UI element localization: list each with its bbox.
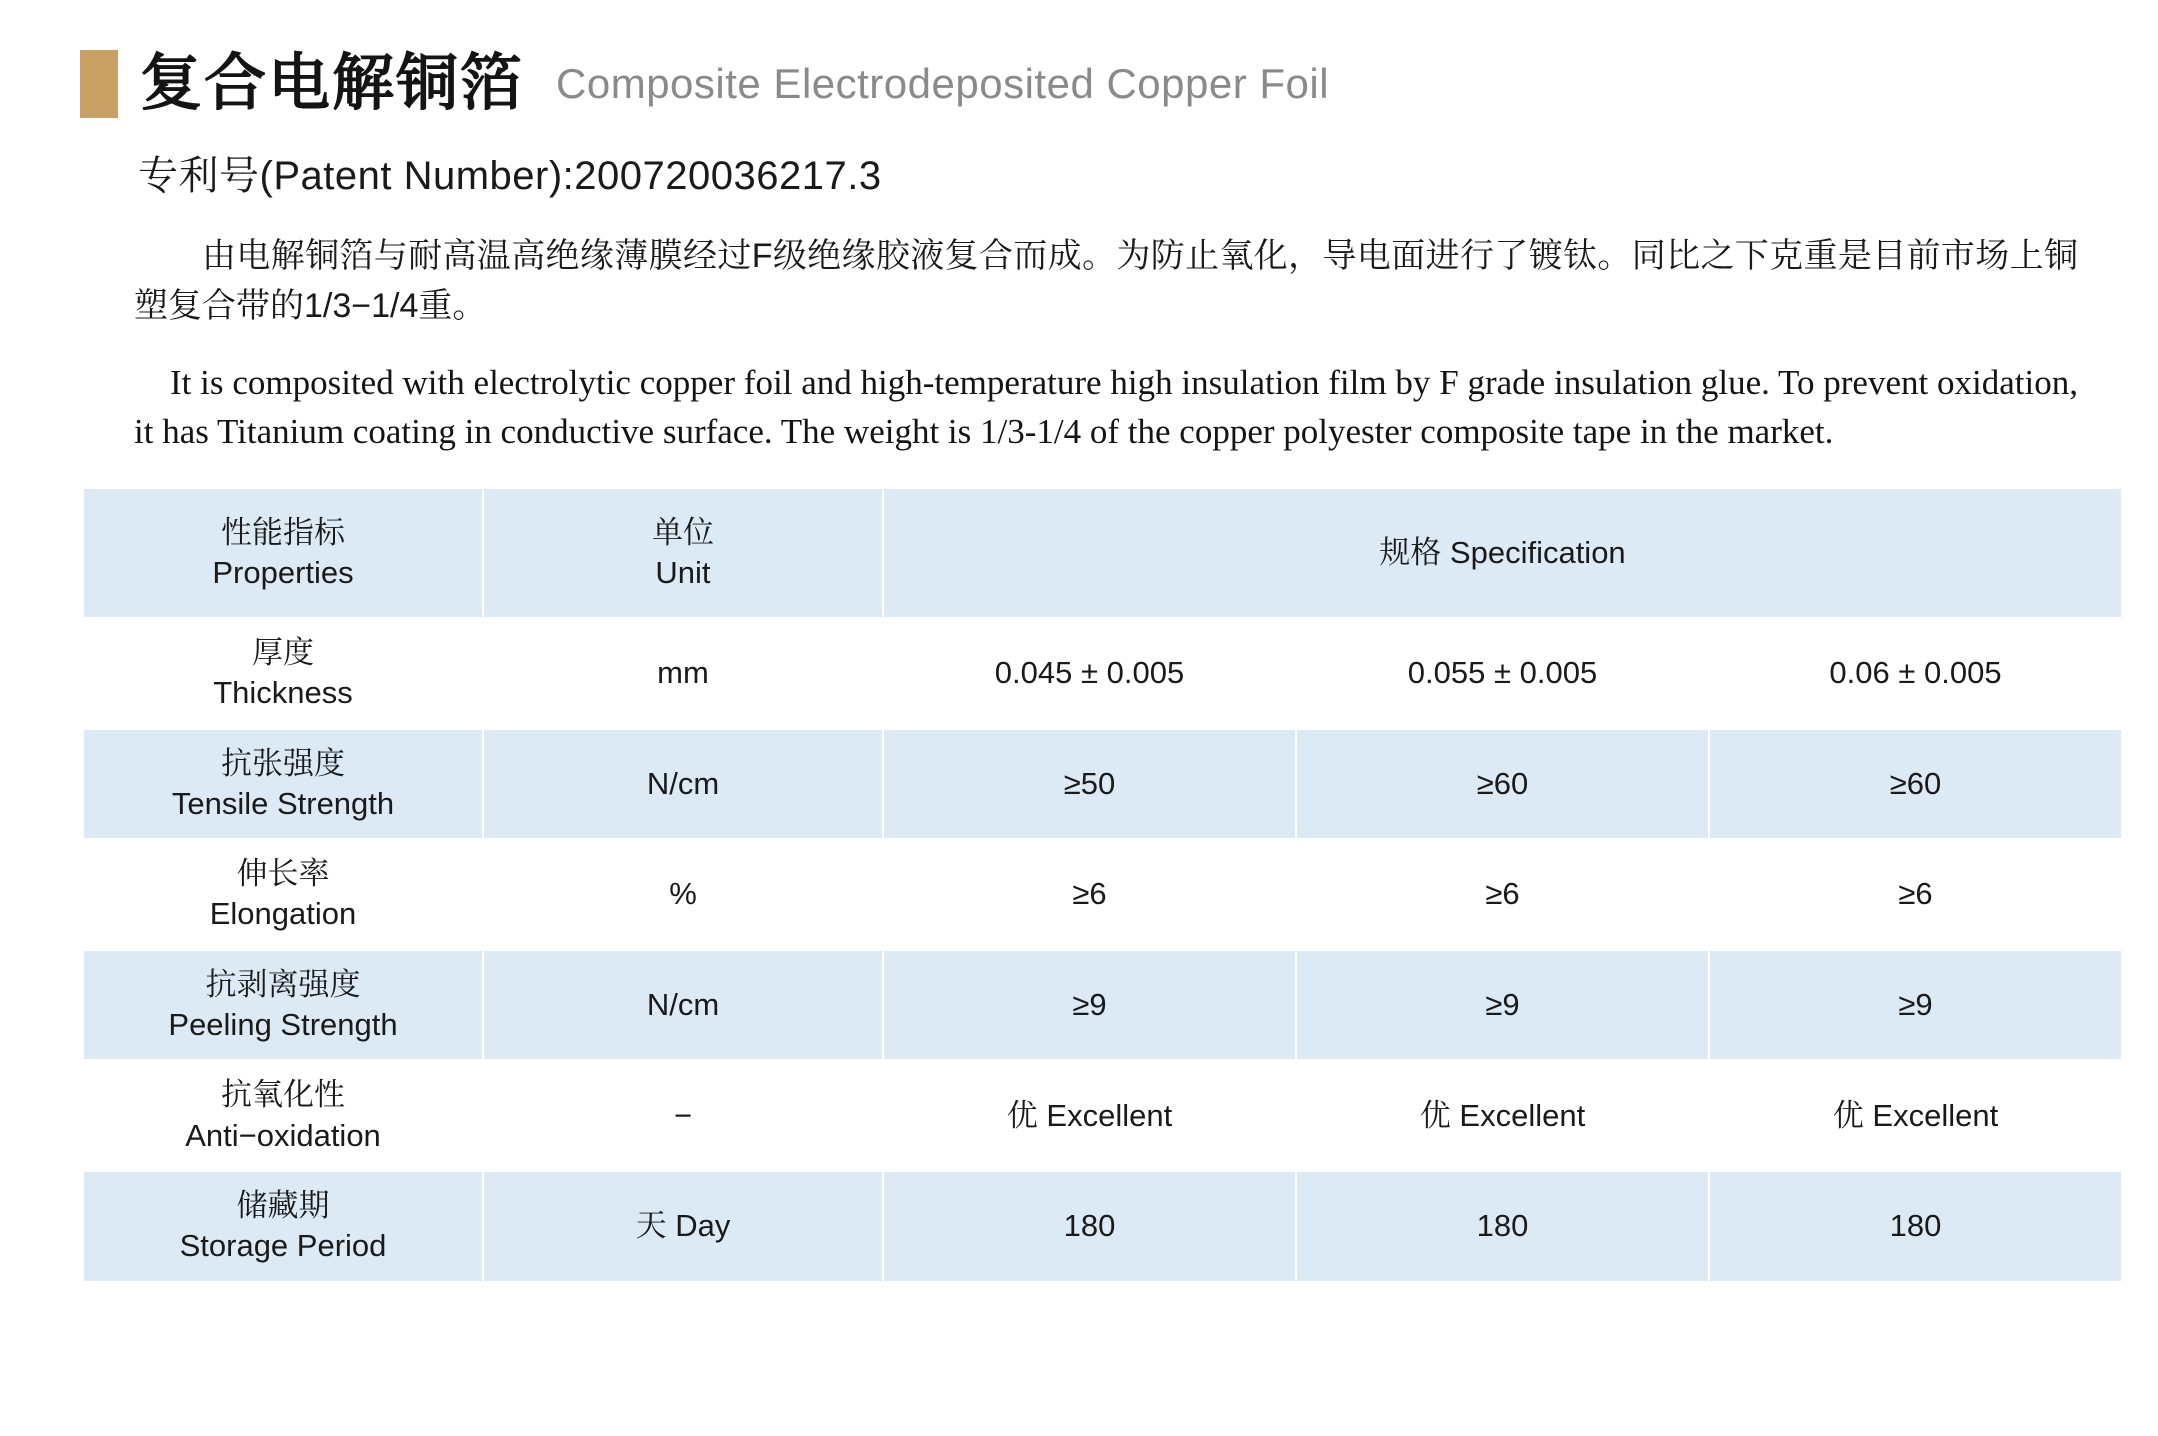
page-header (80, 50, 2088, 118)
row-unit: % (483, 839, 883, 950)
row-spec-1: ≥9 (883, 950, 1296, 1061)
page-title-cn: 复合电解铜箔 (140, 49, 525, 118)
row-spec-3: ≥9 (1709, 950, 2122, 1061)
row-property (83, 729, 483, 840)
row-spec-1: 180 (883, 1171, 1296, 1282)
header-unit-en: Unit (655, 555, 711, 590)
table-row (83, 729, 2122, 840)
header-cell-specification: 规格 Specification (883, 488, 2122, 618)
row-property (83, 839, 483, 950)
property-en: Elongation (209, 896, 357, 932)
row-spec-2: ≥6 (1296, 839, 1709, 950)
row-spec-3: 180 (1709, 1171, 2122, 1282)
header-unit-cn: 单位 (652, 514, 714, 550)
header-cell-properties (83, 488, 483, 618)
row-spec-2: 180 (1296, 1171, 1709, 1282)
row-spec-1: ≥6 (883, 839, 1296, 950)
table-row (83, 1060, 2122, 1171)
property-en: Anti−oxidation (185, 1117, 381, 1153)
row-spec-3: ≥6 (1709, 839, 2122, 950)
property-en: Peeling Strength (168, 1007, 398, 1043)
row-spec-2: ≥9 (1296, 950, 1709, 1061)
table-row (83, 1171, 2122, 1282)
property-en: Tensile Strength (171, 785, 395, 821)
row-spec-2: 优 Excellent (1296, 1060, 1709, 1171)
header-properties-en: Properties (212, 555, 354, 590)
table-row (83, 839, 2122, 950)
property-cn: 储藏期 (236, 1187, 330, 1223)
header-cell-unit (483, 488, 883, 618)
row-unit: mm (483, 618, 883, 729)
property-en: Thickness (213, 675, 353, 711)
header-properties-cn: 性能指标 (221, 514, 345, 550)
row-property (83, 618, 483, 729)
accent-bar (80, 50, 118, 118)
table-row (83, 950, 2122, 1061)
property-cn: 抗剥离强度 (205, 966, 361, 1002)
table-header-row (83, 488, 2122, 618)
specification-table-wrapper (70, 487, 2088, 1283)
row-unit: N/cm (483, 950, 883, 1061)
description-cn: 由电解铜箔与耐高温高绝缘薄膜经过F级绝缘胶液复合而成。为防止氧化，导电面进行了镀钛。同比之下克重是目前市场上铜塑复合带的1/3−1/4重。 (134, 237, 2078, 326)
row-spec-1: 优 Excellent (883, 1060, 1296, 1171)
row-property (83, 1060, 483, 1171)
row-unit: − (483, 1060, 883, 1171)
specification-table (82, 487, 2123, 1283)
row-spec-1: 0.045 ± 0.005 (883, 618, 1296, 729)
row-spec-1: ≥50 (883, 729, 1296, 840)
page-title-en: Composite Electrodeposited Copper Foil (556, 60, 1330, 107)
table-row (83, 618, 2122, 729)
property-en: Storage Period (179, 1228, 387, 1264)
row-spec-3: 0.06 ± 0.005 (1709, 618, 2122, 729)
row-spec-2: 0.055 ± 0.005 (1296, 618, 1709, 729)
property-cn: 厚度 (252, 635, 314, 670)
row-unit: N/cm (483, 729, 883, 840)
row-unit: 天 Day (483, 1171, 883, 1282)
row-spec-3: 优 Excellent (1709, 1060, 2122, 1171)
description-en: It is composited with electrolytic copper foil and high-temperature high insulation film by F grade insulation glue. To prevent oxidation, it has Titanium coating in conductive surface. The weight is 1/3-1/4 of the copper polyester composite tape in the market. (134, 362, 2078, 452)
property-cn: 抗张强度 (221, 745, 345, 781)
property-cn: 抗氧化性 (221, 1077, 345, 1113)
property-cn: 伸长率 (236, 856, 330, 892)
row-spec-2: ≥60 (1296, 729, 1709, 840)
row-property (83, 950, 483, 1061)
row-property (83, 1171, 483, 1282)
patent-number: 专利号(Patent Number):200720036217.3 (138, 154, 882, 198)
row-spec-3: ≥60 (1709, 729, 2122, 840)
